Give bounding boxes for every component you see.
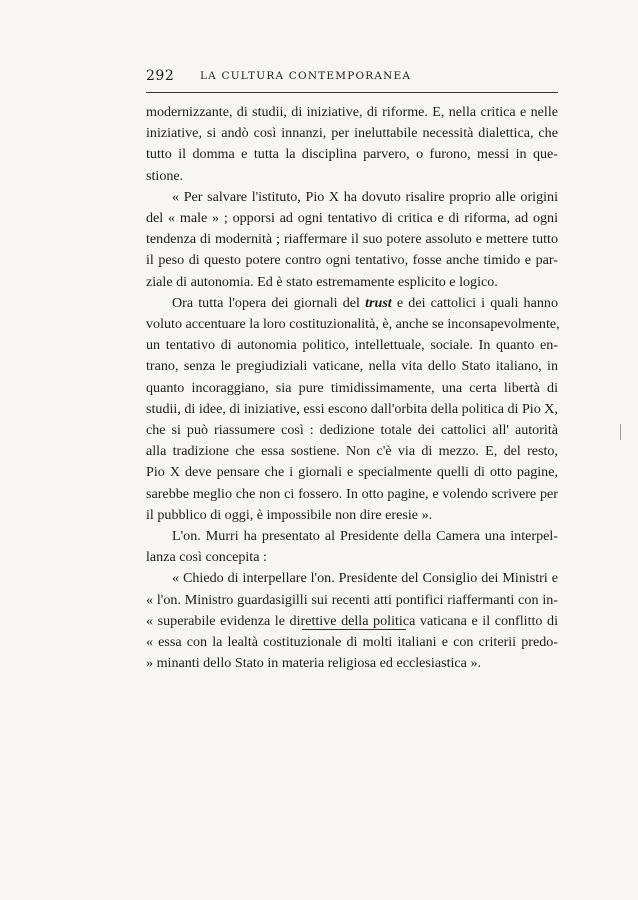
text-line: » minanti dello Stato in materia religiosa ed ecclesiastica ». — [146, 655, 482, 672]
text-line: « Per salvare l'istituto, Pio X ha dovuto risalire proprio alle origini — [172, 188, 558, 205]
text-line: il peso di questo potere contro ogni tentativo, fosse anche timido e par- — [146, 252, 558, 269]
text-line: « essa con la lealtà costituzionale di molti italiani e con criterii predo- — [146, 634, 558, 651]
text-line: « superabile evidenza le direttive della politica vaticana e il conflitto di — [146, 612, 558, 629]
text-line: studii, di idee, di iniziative, essi escono dall'orbita della politica di Pio X, — [146, 400, 558, 417]
header-rule — [146, 92, 558, 93]
text-line: che si può riassumere così : dedizione totale dei cattolici all' autorità — [146, 422, 558, 439]
text-line: alla tradizione che essa sostiene. Non c'è via di mezzo. E, del resto, — [146, 443, 558, 460]
text-line: Pio X deve pensare che i giornali e specialmente quelli di otto pagine, — [146, 464, 558, 481]
text-line: tendenza di modernità ; riaffermare il suo potere assoluto e mettere tutto — [146, 231, 558, 248]
text-line: « l'on. Ministro guardasigilli sui recenti atti pontifici riaffermanti con in- — [146, 591, 558, 608]
text-line: modernizzante, di studii, di iniziative, di riforme. E, nella critica e nelle — [146, 104, 558, 120]
paragraph-1 — [146, 102, 558, 187]
text-line: lanza così concepita : — [146, 549, 267, 566]
paragraph-2 — [146, 187, 558, 293]
text-line: L'on. Murri ha presentato al Presidente della Camera una interpel- — [172, 528, 558, 545]
text-line: voluto accentuare la loro costituzionalità, è, anche se inconsapevolmente, — [146, 316, 560, 333]
text-line: iniziative, si andò così innanzi, per ineluttabile necessità dialettica, che — [146, 125, 558, 142]
italic-term: trust — [365, 294, 392, 311]
text-line — [146, 293, 558, 314]
text-line: del « male » ; opporsi ad ogni tentativo di critica e di riforma, ad ogni — [146, 210, 558, 227]
paragraph-5 — [146, 568, 558, 674]
paragraph-3 — [146, 293, 558, 526]
text-fragment: e dei cattolici i quali hanno — [396, 294, 558, 311]
page-header — [146, 68, 446, 88]
text-line: stione. — [146, 167, 184, 184]
text-line: il pubblico di oggi, è impossibile non dire eresie ». — [146, 506, 433, 523]
text-line: « Chiedo di interpellare l'on. Presidente del Consiglio dei Ministri e — [172, 570, 558, 587]
section-end-rule — [302, 629, 406, 630]
text-line: ziale di autonomia. Ed è stato estremamente esplicito e logico. — [146, 273, 498, 290]
text-line: sarebbe meglio che non ci fossero. In otto pagine, e volendo scrivere per — [146, 485, 558, 502]
text-line: quanto incoraggiano, sia pure timidissimamente, una certa libertà di — [146, 379, 558, 396]
text-fragment: Ora tutta l'opera dei giornali del — [172, 294, 360, 311]
text-line: un tentativo di autonomia politico, intellettuale, sociale. In quanto en- — [146, 337, 558, 354]
text-line: tutto il domma e tutta la disciplina parvero, o furono, messi in que- — [146, 146, 558, 163]
text-line: trano, senza le pregiudiziali vaticane, nella vita dello Stato italiano, in — [146, 358, 558, 375]
margin-mark — [620, 424, 621, 440]
body-text — [146, 102, 558, 674]
paragraph-4 — [146, 526, 558, 568]
page-number: 292 — [146, 68, 175, 84]
running-title: LA CULTURA CONTEMPORANEA — [200, 70, 412, 82]
